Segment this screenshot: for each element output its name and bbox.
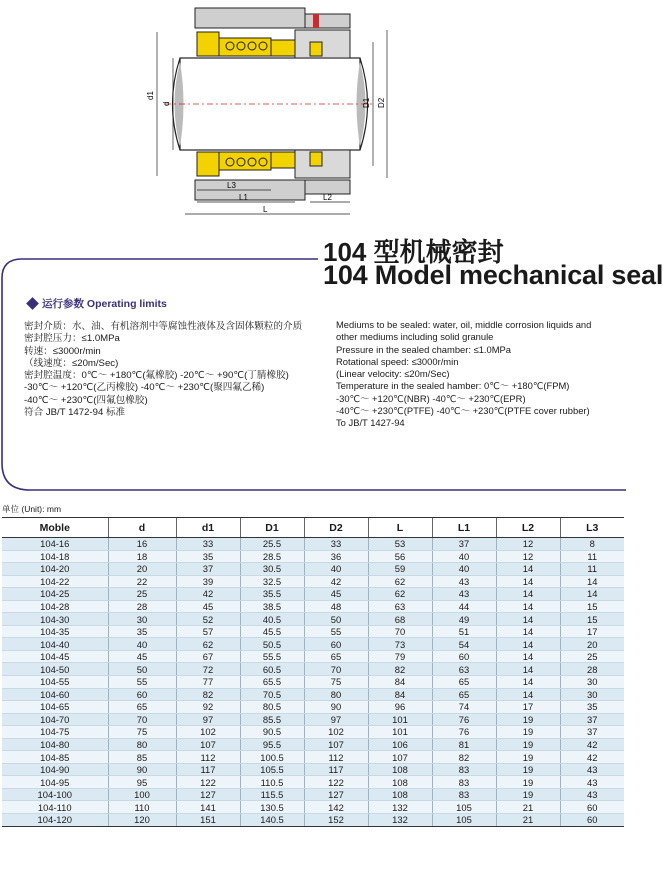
table-cell: 100.5 [240, 751, 304, 764]
table-cell: 104-60 [2, 688, 108, 701]
table-cell: 107 [304, 738, 368, 751]
table-cell: 35 [108, 625, 176, 638]
table-cell: 90 [304, 701, 368, 714]
table-cell: 14 [560, 575, 624, 588]
table-cell: 14 [496, 588, 560, 601]
table-cell: 50 [304, 613, 368, 626]
table-cell: 110.5 [240, 776, 304, 789]
table-cell: 30 [560, 688, 624, 701]
table-cell: 141 [176, 801, 240, 814]
table-row [2, 550, 624, 563]
table-cell: 84 [368, 676, 432, 689]
table-cell: 107 [368, 751, 432, 764]
table-cell: 17 [496, 701, 560, 714]
table-cell: 112 [176, 751, 240, 764]
table-cell: 45.5 [240, 625, 304, 638]
table-cell: 104-16 [2, 538, 108, 551]
table-cell: 107 [176, 738, 240, 751]
table-cell: 102 [304, 726, 368, 739]
seal-cross-section-drawing [135, 0, 395, 222]
table-cell: 51 [432, 625, 496, 638]
table-cell: 33 [176, 538, 240, 551]
table-row [2, 650, 624, 663]
table-row [2, 763, 624, 776]
table-cell: 85.5 [240, 713, 304, 726]
spec-line-cn: -30℃～ +120℃(乙丙橡胶) -40℃～ +230℃(聚四氟乙稀) [24, 382, 265, 394]
table-cell: 122 [304, 776, 368, 789]
column-header: D1 [240, 518, 304, 538]
table-cell: 72 [176, 663, 240, 676]
table-cell: 76 [432, 713, 496, 726]
table-cell: 19 [496, 776, 560, 789]
table-row [2, 538, 624, 551]
table-cell: 14 [496, 638, 560, 651]
table-cell: 14 [496, 563, 560, 576]
table-cell: 60 [560, 814, 624, 827]
table-cell: 19 [496, 788, 560, 801]
spec-line-en: (Linear velocity: ≤20m/Sec) [336, 368, 450, 380]
table-cell: 117 [304, 763, 368, 776]
table-cell: 37 [560, 726, 624, 739]
table-cell: 95.5 [240, 738, 304, 751]
table-cell: 104-35 [2, 625, 108, 638]
table-cell: 42 [176, 588, 240, 601]
table-cell: 140.5 [240, 814, 304, 827]
table-cell: 82 [368, 663, 432, 676]
table-cell: 42 [304, 575, 368, 588]
table-cell: 95 [108, 776, 176, 789]
table-cell: 104-20 [2, 563, 108, 576]
table-cell: 33 [304, 538, 368, 551]
table-cell: 19 [496, 726, 560, 739]
table-cell: 43 [560, 788, 624, 801]
table-cell: 151 [176, 814, 240, 827]
spec-line-cn: 密封腔温度：0℃～ +180℃(氟橡胶) -20℃～ +90℃(丁腈橡胶) [24, 370, 289, 382]
table-cell: 82 [432, 751, 496, 764]
table-cell: 21 [496, 801, 560, 814]
table-cell: 36 [304, 550, 368, 563]
table-cell: 97 [304, 713, 368, 726]
table-cell: 57 [176, 625, 240, 638]
table-cell: 70 [304, 663, 368, 676]
table-row [2, 788, 624, 801]
table-cell: 70 [368, 625, 432, 638]
table-cell: 96 [368, 701, 432, 714]
dim-label-L1: L1 [239, 193, 248, 202]
table-cell: 40 [304, 563, 368, 576]
table-cell: 43 [432, 588, 496, 601]
table-cell: 28.5 [240, 550, 304, 563]
table-cell: 38.5 [240, 600, 304, 613]
table-cell: 100 [108, 788, 176, 801]
table-row [2, 713, 624, 726]
title-chinese: 104 型机械密封 [323, 237, 504, 267]
table-cell: 43 [560, 776, 624, 789]
table-cell: 65 [304, 650, 368, 663]
table-cell: 60 [432, 650, 496, 663]
table-cell: 55 [108, 676, 176, 689]
table-cell: 104-90 [2, 763, 108, 776]
table-cell: 42 [560, 751, 624, 764]
table-cell: 60 [304, 638, 368, 651]
table-cell: 104-65 [2, 701, 108, 714]
table-cell: 115.5 [240, 788, 304, 801]
table-cell: 32.5 [240, 575, 304, 588]
table-cell: 45 [304, 588, 368, 601]
table-cell: 75 [304, 676, 368, 689]
table-cell: 65 [108, 701, 176, 714]
table-cell: 97 [176, 713, 240, 726]
table-cell: 142 [304, 801, 368, 814]
operating-limits-heading-text: 运行参数 Operating limits [42, 298, 167, 310]
table-cell: 80.5 [240, 701, 304, 714]
table-cell: 117 [176, 763, 240, 776]
table-cell: 65 [432, 676, 496, 689]
table-row [2, 676, 624, 689]
table-cell: 56 [368, 550, 432, 563]
table-cell: 83 [432, 788, 496, 801]
table-cell: 104-120 [2, 814, 108, 827]
table-cell: 102 [176, 726, 240, 739]
table-cell: 105 [432, 801, 496, 814]
table-cell: 12 [496, 550, 560, 563]
table-cell: 104-25 [2, 588, 108, 601]
table-cell: 35 [560, 701, 624, 714]
table-cell: 63 [368, 600, 432, 613]
table-row [2, 575, 624, 588]
table-cell: 14 [496, 663, 560, 676]
table-cell: 77 [176, 676, 240, 689]
spec-line-en: To JB/T 1427-94 [336, 417, 405, 429]
spec-line-cn: 符合 JB/T 1472-94 标准 [24, 407, 126, 419]
diamond-bullet-icon [26, 297, 39, 310]
table-cell: 62 [368, 575, 432, 588]
spec-line-en: Pressure in the sealed chamber: ≤1.0MPa [336, 343, 512, 355]
table-cell: 104-95 [2, 776, 108, 789]
table-cell: 101 [368, 726, 432, 739]
table-cell: 30 [560, 676, 624, 689]
table-cell: 104-22 [2, 575, 108, 588]
table-cell: 79 [368, 650, 432, 663]
table-row [2, 776, 624, 789]
table-cell: 14 [496, 688, 560, 701]
table-cell: 80 [304, 688, 368, 701]
table-cell: 59 [368, 563, 432, 576]
table-row [2, 638, 624, 651]
spec-line-en: -40℃～ +230℃(PTFE) -40℃～ +230℃(PTFE cover rubber) [336, 405, 590, 417]
dim-label-d1: d1 [146, 91, 155, 100]
table-cell: 8 [560, 538, 624, 551]
table-cell: 83 [432, 763, 496, 776]
spec-line-en: other mediums including solid granule [336, 331, 494, 343]
table-cell: 11 [560, 550, 624, 563]
table-cell: 19 [496, 738, 560, 751]
table-row [2, 588, 624, 601]
table-cell: 65 [432, 688, 496, 701]
dim-label-L3: L3 [227, 181, 236, 190]
table-cell: 104-70 [2, 713, 108, 726]
table-cell: 39 [176, 575, 240, 588]
table-cell: 15 [560, 613, 624, 626]
table-cell: 105.5 [240, 763, 304, 776]
table-cell: 14 [496, 650, 560, 663]
table-cell: 104-85 [2, 751, 108, 764]
table-cell: 37 [176, 563, 240, 576]
table-cell: 28 [560, 663, 624, 676]
title-english: 104 Model mechanical seal [323, 260, 663, 290]
column-header: Moble [2, 518, 108, 538]
spec-line-cn: 密封腔压力：≤1.0MPa [24, 333, 120, 345]
table-cell: 104-75 [2, 726, 108, 739]
table-cell: 43 [432, 575, 496, 588]
table-row [2, 688, 624, 701]
table-cell: 62 [368, 588, 432, 601]
table-cell: 132 [368, 814, 432, 827]
table-cell: 35 [176, 550, 240, 563]
table-cell: 50.5 [240, 638, 304, 651]
table-cell: 15 [560, 600, 624, 613]
table-cell: 37 [560, 713, 624, 726]
table-cell: 104-18 [2, 550, 108, 563]
table-cell: 50 [108, 663, 176, 676]
column-header: D2 [304, 518, 368, 538]
table-cell: 21 [496, 814, 560, 827]
table-cell: 19 [496, 751, 560, 764]
spec-line-cn: -40℃～ +230℃(四氟包橡胶) [24, 394, 148, 406]
table-cell: 55 [304, 625, 368, 638]
table-cell: 110 [108, 801, 176, 814]
table-cell: 14 [496, 676, 560, 689]
table-cell: 12 [496, 538, 560, 551]
table-cell: 49 [432, 613, 496, 626]
table-cell: 104-80 [2, 738, 108, 751]
table-cell: 43 [560, 763, 624, 776]
table-cell: 62 [176, 638, 240, 651]
spec-line-cn: 密封介质：水、油、有机溶剂中等腐蚀性液体及含固体颗粒的介质 [24, 321, 303, 332]
table-row [2, 801, 624, 814]
table-cell: 28 [108, 600, 176, 613]
table-cell: 74 [432, 701, 496, 714]
table-cell: 40 [108, 638, 176, 651]
table-cell: 48 [304, 600, 368, 613]
table-cell: 63 [432, 663, 496, 676]
column-header: d1 [176, 518, 240, 538]
table-cell: 104-55 [2, 676, 108, 689]
column-header: L2 [496, 518, 560, 538]
table-cell: 106 [368, 738, 432, 751]
table-cell: 55.5 [240, 650, 304, 663]
table-cell: 14 [496, 600, 560, 613]
table-cell: 40 [432, 550, 496, 563]
table-cell: 120 [108, 814, 176, 827]
table-cell: 112 [304, 751, 368, 764]
table-cell: 127 [176, 788, 240, 801]
table-cell: 127 [304, 788, 368, 801]
table-cell: 104-28 [2, 600, 108, 613]
table-cell: 92 [176, 701, 240, 714]
table-row [2, 701, 624, 714]
table-cell: 108 [368, 788, 432, 801]
table-row [2, 751, 624, 764]
dim-label-L2: L2 [323, 193, 332, 202]
table-cell: 75 [108, 726, 176, 739]
table-cell: 60 [560, 801, 624, 814]
table-cell: 14 [496, 575, 560, 588]
table-cell: 85 [108, 751, 176, 764]
table-cell: 70 [108, 713, 176, 726]
table-cell: 122 [176, 776, 240, 789]
table-cell: 42 [560, 738, 624, 751]
table-cell: 104-50 [2, 663, 108, 676]
table-cell: 52 [176, 613, 240, 626]
table-cell: 30.5 [240, 563, 304, 576]
table-cell: 90.5 [240, 726, 304, 739]
table-row [2, 563, 624, 576]
table-cell: 45 [176, 600, 240, 613]
table-cell: 130.5 [240, 801, 304, 814]
column-header: L3 [560, 518, 624, 538]
spec-line-cn: 转速：≤3000r/min [24, 345, 101, 357]
table-row [2, 738, 624, 751]
table-row [2, 600, 624, 613]
table-cell: 40 [432, 563, 496, 576]
table-cell: 84 [368, 688, 432, 701]
table-cell: 16 [108, 538, 176, 551]
table-cell: 45 [108, 650, 176, 663]
dim-label-d: d [162, 101, 171, 106]
table-cell: 152 [304, 814, 368, 827]
operating-limits-english [336, 319, 622, 430]
table-cell: 53 [368, 538, 432, 551]
table-cell: 11 [560, 563, 624, 576]
table-cell: 37 [432, 538, 496, 551]
table-cell: 60 [108, 688, 176, 701]
dimensions-table [2, 517, 624, 827]
table-cell: 25.5 [240, 538, 304, 551]
table-cell: 60.5 [240, 663, 304, 676]
table-cell: 70.5 [240, 688, 304, 701]
table-cell: 54 [432, 638, 496, 651]
dim-label-L: L [263, 205, 268, 214]
table-cell: 83 [432, 776, 496, 789]
operating-limits-heading [28, 296, 167, 311]
spec-line-en: Mediums to be sealed: water, oil, middle corrosion liquids and [336, 319, 592, 330]
table-cell: 18 [108, 550, 176, 563]
table-cell: 90 [108, 763, 176, 776]
table-cell: 68 [368, 613, 432, 626]
table-cell: 104-45 [2, 650, 108, 663]
table-cell: 108 [368, 776, 432, 789]
table-cell: 20 [108, 563, 176, 576]
table-cell: 14 [496, 625, 560, 638]
table-cell: 105 [432, 814, 496, 827]
dim-label-D2: D2 [377, 97, 386, 108]
table-cell: 19 [496, 763, 560, 776]
spec-line-en: Temperature in the sealed hamber: 0℃～ +180℃(FPM) [336, 380, 570, 392]
table-cell: 104-110 [2, 801, 108, 814]
column-header: L [368, 518, 432, 538]
spec-line-en: -30℃～ +120℃(NBR) -40℃～ +230℃(EPR) [336, 392, 526, 404]
table-cell: 82 [176, 688, 240, 701]
table-row [2, 726, 624, 739]
table-cell: 25 [560, 650, 624, 663]
table-cell: 73 [368, 638, 432, 651]
table-cell: 17 [560, 625, 624, 638]
table-row [2, 663, 624, 676]
table-cell: 108 [368, 763, 432, 776]
table-cell: 30 [108, 613, 176, 626]
table-row [2, 814, 624, 827]
table-cell: 76 [432, 726, 496, 739]
table-cell: 22 [108, 575, 176, 588]
table-cell: 40.5 [240, 613, 304, 626]
dim-label-D1: D1 [362, 97, 371, 108]
table-cell: 80 [108, 738, 176, 751]
column-header: d [108, 518, 176, 538]
table-cell: 101 [368, 713, 432, 726]
table-cell: 104-100 [2, 788, 108, 801]
unit-label: 单位 (Unit): mm [2, 504, 62, 514]
spec-line-en: Rotational speed: ≤3000r/min [336, 355, 459, 367]
table-cell: 20 [560, 638, 624, 651]
table-cell: 35.5 [240, 588, 304, 601]
table-row [2, 613, 624, 626]
table-cell: 19 [496, 713, 560, 726]
column-header: L1 [432, 518, 496, 538]
spec-line-cn: （线速度：≤20m/Sec) [24, 357, 119, 369]
table-cell: 44 [432, 600, 496, 613]
table-header-row [2, 518, 624, 538]
table-cell: 65.5 [240, 676, 304, 689]
table-cell: 132 [368, 801, 432, 814]
table-cell: 81 [432, 738, 496, 751]
table-cell: 67 [176, 650, 240, 663]
operating-limits-chinese [24, 321, 324, 419]
table-row [2, 625, 624, 638]
table-cell: 104-40 [2, 638, 108, 651]
table-cell: 25 [108, 588, 176, 601]
table-cell: 14 [560, 588, 624, 601]
table-cell: 14 [496, 613, 560, 626]
table-cell: 104-30 [2, 613, 108, 626]
